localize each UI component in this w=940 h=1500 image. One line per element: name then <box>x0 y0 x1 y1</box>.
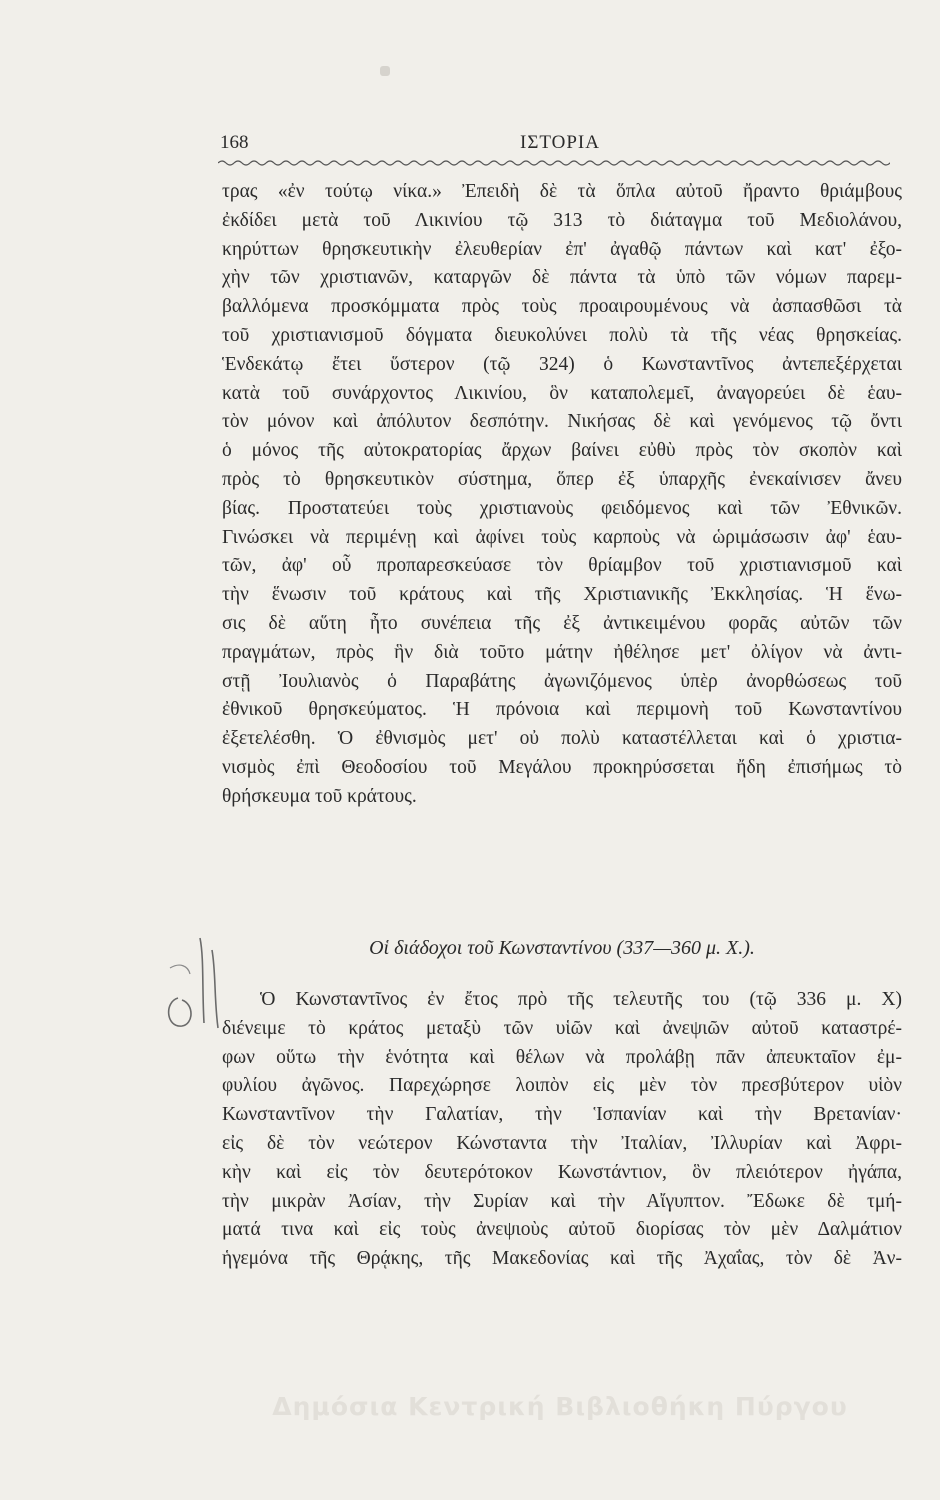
text-line: κατὰ τοῦ συνάρχοντος Λικινίου, ὃν καταπολεμεῖ, ἀναγορεύει δὲ ἑαυ- <box>222 382 902 404</box>
text-line: κὴν καὶ εἰς τὸν δευτερότοκον Κωνστάντιον, ὃν πλειότερον ἠγάπα, <box>222 1161 902 1183</box>
text-line: τὴν μικρὰν Ἀσίαν, τὴν Συρίαν καὶ τὴν Αἴγυπτον. Ἔδωκε δὲ τμή- <box>222 1190 902 1212</box>
text-line: βίας. Προστατεύει τοὺς χριστιανοὺς φειδόμενος καὶ τῶν Ἐθνικῶν. <box>222 497 902 519</box>
text-line: εἰς δὲ τὸν νεώτερον Κώνσταντα τὴν Ἰταλίαν, Ἰλλυρίαν καὶ Ἀφρι- <box>222 1132 902 1154</box>
decorative-wavy-rule <box>218 156 890 170</box>
main-text-block <box>222 178 902 812</box>
text-line: σις δὲ αὕτη ἦτο συνέπεια τῆς ἐξ ἀντικειμένου φορᾶς αὐτῶν τῶν <box>222 612 902 634</box>
text-line: φυλίου ἀγῶνος. Παρεχώρησε λοιπὸν εἰς μὲν τὸν πρεσβύτερον υἱὸν <box>222 1075 902 1097</box>
text-line: κηρύττων θρησκευτικὴν ἐλευθερίαν ἐπ' ἀγαθῷ πάντων καὶ κατ' ἐξο- <box>222 238 902 260</box>
text-line: τῶν, ἀφ' οὗ προπαρεσκεύασε τὸν θρίαμβον τοῦ χριστιανισμοῦ καὶ <box>222 555 902 577</box>
text-line: Ὁ Κωνσταντῖνος ἐν ἔτος πρὸ τῆς τελευτῆς του (τῷ 336 μ. Χ) <box>260 989 902 1010</box>
handwritten-margin-mark <box>160 928 230 1038</box>
text-line: διένειμε τὸ κράτος μεταξὺ τῶν υἱῶν καὶ ἀνεψιῶν αὐτοῦ καταστρέ- <box>222 1017 902 1039</box>
text-line: νισμὸς ἐπὶ Θεοδοσίου τοῦ Μεγάλου προκηρύσσεται ἤδη ἐπισήμως τὸ <box>222 756 902 778</box>
second-text-block <box>222 986 902 1274</box>
text-line: Γινώσκει νὰ περιμένῃ καὶ ἀφίνει τοὺς καρποὺς νὰ ὡριμάσωσιν ἀφ' ἑαυ- <box>222 526 902 548</box>
page-header <box>220 132 900 158</box>
library-watermark: Δημόσια Κεντρική Βιβλιοθήκη Πύργου <box>272 1392 848 1421</box>
text-line: τοῦ χριστιανισμοῦ δόγματα διευκολύνει πολὺ τὰ τῆς νέας θρησκείας. <box>222 324 902 346</box>
text-line: χὴν τῶν χριστιανῶν, καταργῶν δὲ πάντα τὰ ὑπὸ τῶν νόμων παρεμ- <box>222 267 902 289</box>
text-line: ἐκδίδει μετὰ τοῦ Λικινίου τῷ 313 τὸ διάταγμα τοῦ Μεδιολάνου, <box>222 209 902 231</box>
text-line: θρήσκευμα τοῦ κράτους. <box>222 785 417 807</box>
text-line: πρὸς τὸ θρησκευτικὸν σύστημα, ὅπερ ἐξ ὑπαρχῆς ἐνεκαίνισεν ἄνευ <box>222 468 902 490</box>
page-number: 168 <box>220 132 249 153</box>
text-line: φων οὕτω τὴν ἑνότητα καὶ θέλων νὰ προλάβῃ πᾶν ἀπευκταῖον ἐμ- <box>222 1046 902 1068</box>
text-line: ἐθνικοῦ θρησκεύματος. Ἡ πρόνοια καὶ περιμονὴ τοῦ Κωνσταντίνου <box>222 699 902 721</box>
text-line: Κωνσταντῖνον τὴν Γαλατίαν, τὴν Ἱσπανίαν καὶ τὴν Βρετανίαν· <box>222 1104 902 1126</box>
text-line: τὸν μόνον καὶ ἀπόλυτον δεσπότην. Νικήσας δὲ καὶ γενόμενος τῷ ὄντι <box>222 411 902 433</box>
running-title: ΙΣΤΟΡΙΑ <box>520 132 600 153</box>
text-line: τρας «ἐν τούτῳ νίκα.» Ἐπειδὴ δὲ τὰ ὅπλα αὐτοῦ ἤραντο θριάμβους <box>222 181 902 202</box>
text-line: ἡγεμόνα τῆς Θρᾴκης, τῆς Μακεδονίας καὶ τῆς Ἀχαΐας, τὸν δὲ Ἀν- <box>222 1248 902 1270</box>
text-line: Ἑνδεκάτῳ ἔτει ὕστερον (τῷ 324) ὁ Κωνσταντῖνος ἀντεπεξέρχεται <box>222 353 902 375</box>
text-line: πραγμάτων, πρὸς ἣν διὰ τοῦτο μάτην ἠθέλησε μετ' ὀλίγον νὰ ἀντι- <box>222 641 902 663</box>
text-line: βαλλόμενα προσκόμματα πρὸς τοὺς προαιρουμένους νὰ ἀσπασθῶσι τὰ <box>222 296 902 318</box>
text-line: ματά τινα καὶ εἰς τοὺς ἀνεψιοὺς αὐτοῦ διορίσας τὸν μὲν Δαλμάτιον <box>222 1219 902 1241</box>
section-heading: Οἱ διάδοχοι τοῦ Κωνσταντίνου (337—360 μ. Χ.). <box>369 937 755 959</box>
text-line: ὁ μόνος τῆς αὐτοκρατορίας ἄρχων βαίνει εὐθὺ πρὸς τὸν σκοπὸν καὶ <box>222 440 902 462</box>
text-line: ἐξετελέσθη. Ὁ ἐθνισμὸς μετ' οὐ πολὺ καταστέλλεται καὶ ὁ χριστια- <box>222 728 902 750</box>
ink-smudge <box>380 66 390 76</box>
text-line: στῇ Ἰουλιανὸς ὁ Παραβάτης ἀγωνιζόμενος ὑπὲρ ἀνορθώσεως τοῦ <box>222 670 902 692</box>
text-line: τὴν ἕνωσιν τοῦ κράτους καὶ τῆς Χριστιανικῆς Ἐκκλησίας. Ἡ ἕνω- <box>222 584 902 606</box>
